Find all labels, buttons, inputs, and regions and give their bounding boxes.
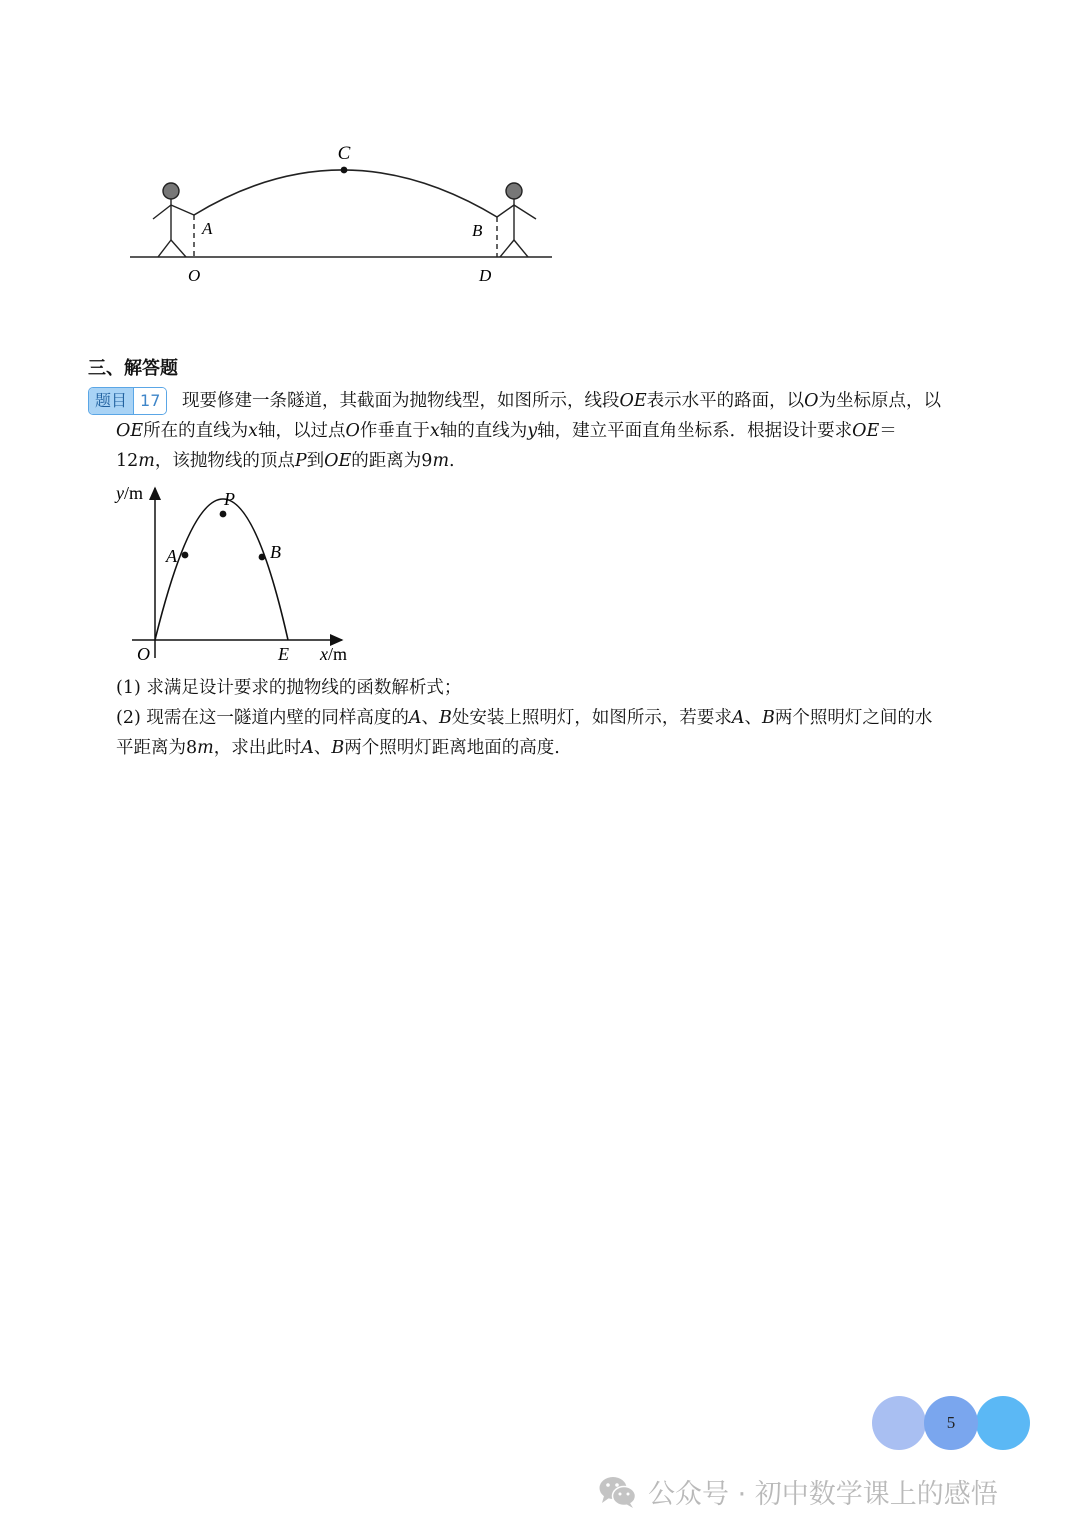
watermark-text: 公众号 · 初中数学课上的感悟 — [648, 1479, 998, 1510]
section-heading: 三、解答题 — [88, 358, 178, 379]
page-number: 5 — [924, 1396, 978, 1450]
problem-line-1: 现要修建一条隧道，其截面为抛物线型，如图所示，线段OE表示水平的路面，以O为坐标原点，以 — [182, 391, 941, 411]
problem-line-2: OE所在的直线为x轴，以过点O作垂直于x轴的直线为y轴，建立平面直角坐标系．根据设计要求OE＝ — [116, 421, 897, 441]
label-b2: B — [270, 542, 281, 562]
left-person — [153, 183, 194, 257]
label-o2: O — [137, 644, 150, 664]
right-person — [497, 183, 536, 257]
point-b — [259, 554, 266, 561]
parabola-curve — [155, 499, 288, 640]
point-p — [220, 511, 227, 518]
label-p: P — [224, 489, 235, 509]
label-d: D — [479, 266, 492, 285]
wechat-icon — [598, 1475, 638, 1509]
label-a2: A — [166, 546, 177, 566]
rope-figure — [120, 130, 570, 300]
x-axis-label: x/m — [320, 644, 348, 664]
label-c: C — [337, 143, 351, 164]
sub-question-1: (1) 求满足设计要求的抛物线的函数解析式； — [116, 678, 462, 698]
decor-dot-left — [872, 1396, 926, 1450]
question-tag-label: 题目 — [89, 388, 133, 414]
parabola-figure — [110, 478, 370, 673]
rope-curve — [194, 170, 497, 217]
sub-question-2-line-1: (2) 现需在这一隧道内壁的同样高度的A、B处安装上照明灯，如图所示，若要求A、B两个照明灯之间的水 — [116, 708, 933, 728]
label-e: E — [278, 644, 289, 664]
question-tag-number: 17 — [133, 388, 166, 414]
label-b: B — [472, 221, 483, 240]
sub-question-2-line-2: 平距离为8m，求出此时A、B两个照明灯距离地面的高度. — [116, 738, 560, 758]
y-axis-label: y/m — [116, 483, 144, 503]
point-a — [182, 552, 189, 559]
point-c — [341, 167, 348, 174]
problem-line-3: 12m，该抛物线的顶点P到OE的距离为9m. — [116, 451, 455, 471]
page-number-badge — [870, 1396, 1032, 1452]
watermark — [598, 1472, 998, 1511]
label-a: A — [202, 219, 213, 238]
question-tag — [88, 387, 167, 415]
decor-dot-right — [976, 1396, 1030, 1450]
label-o: O — [188, 266, 201, 285]
